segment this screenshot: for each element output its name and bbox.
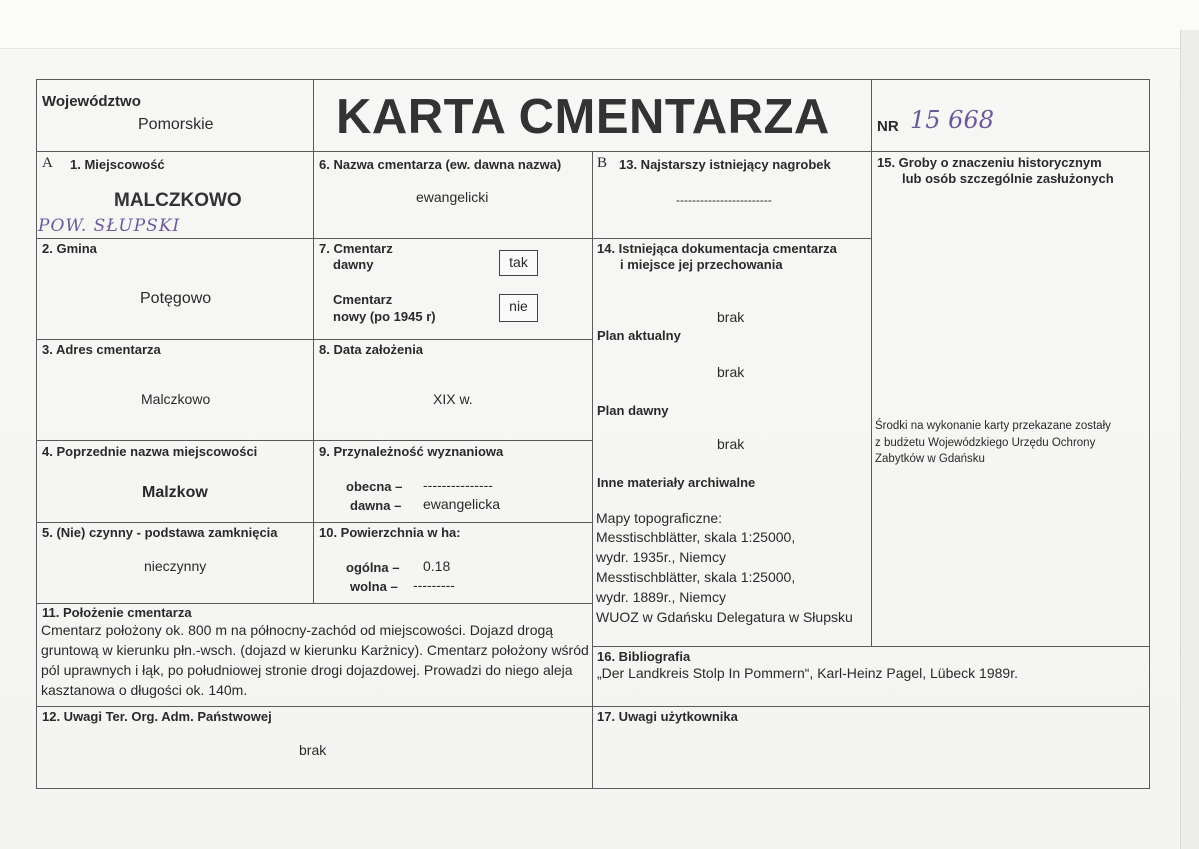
nazwa-value: ewangelicki (416, 189, 489, 205)
uwagi-value: brak (299, 742, 327, 758)
groby-label-2: lub osób szczególnie zasłużonych (902, 171, 1114, 186)
inne-line: Messtischblätter, skala 1:25000, (596, 529, 796, 545)
uwagi-uzytkownika-label: 17. Uwagi użytkownika (597, 709, 738, 724)
dawna-value: ewangelicka (423, 496, 501, 512)
card-title: KARTA CMENTARZA (336, 90, 830, 144)
wolna-label: wolna – (350, 579, 398, 594)
miejscowosc-label: 1. Miejscowość (70, 157, 165, 172)
nazwa-label: 6. Nazwa cmentarza (ew. dawna nazwa) (319, 157, 562, 172)
gmina-value: Potęgowo (140, 290, 212, 307)
dokumentacja-label-2: i miejsce jej przechowania (620, 257, 783, 272)
plan-dawny-value: brak (717, 436, 745, 452)
miejscowosc-value: MALCZKOWO (114, 190, 242, 211)
wojewodztwo-label: Województwo (42, 93, 141, 110)
inne-line: Messtischblätter, skala 1:25000, (596, 569, 796, 585)
plan-dawny-label: Plan dawny (597, 403, 669, 418)
dawna-label: dawna – (350, 498, 402, 513)
srodki-line: z budżetu Wojewódzkiego Urzędu Ochrony (875, 437, 1096, 449)
ogolna-value: 0.18 (423, 558, 451, 574)
nagrobek-value: ------------------------ (676, 193, 772, 207)
srodki-line: Środki na wykonanie karty przekazane zostały (875, 420, 1111, 432)
nowy-label-2: nowy (po 1945 r) (333, 309, 436, 324)
gmina-label: 2. Gmina (42, 241, 97, 256)
czynny-label: 5. (Nie) czynny - podstawa zamknięcia (42, 525, 278, 540)
czynny-value: nieczynny (144, 558, 207, 574)
adres-label: 3. Adres cmentarza (42, 342, 161, 357)
inne-line: wydr. 1935r., Niemcy (596, 549, 726, 565)
inne-label: Inne materiały archiwalne (597, 475, 756, 490)
bibliografia-value: „Der Landkreis Stolp In Pommern“, Karl-Heinz Pagel, Lübeck 1989r. (597, 665, 1018, 681)
plan-aktualny-value: brak (717, 364, 745, 380)
groby-cell (871, 151, 1150, 647)
polozenie-label: 11. Położenie cmentarza (42, 605, 192, 620)
paper-top-edge (0, 0, 1199, 49)
srodki-line: Zabytków w Gdańsku (875, 453, 985, 465)
nagrobek-label: 13. Najstarszy istniejący nagrobek (619, 157, 831, 172)
poprzednie-label: 4. Poprzednie nazwa miejscowości (42, 444, 258, 459)
nowy-label-1: Cmentarz (333, 292, 393, 307)
section-b-letter: B (597, 155, 608, 171)
adres-value: Malczkowo (141, 391, 211, 407)
inne-line: WUOZ w Gdańsku Delegatura w Słupsku (596, 609, 853, 625)
polozenie-value: Cmentarz położony ok. 800 m na północny-zachód od miejscowości. Dojazd drogą gruntową w kierunku płn.-wsch. (dojazd w kierunku Karżnicy). Cmentarz położony wśród pól uprawnych i łąk, po południowej stronie drogi dojazdowej. Prowadzi do niego aleja kasztanowa o długości ok. 140m. (41, 622, 589, 698)
powierzchnia-label: 10. Powierzchnia w ha: (319, 525, 461, 540)
dokumentacja-value: brak (717, 309, 745, 325)
uwagi-label: 12. Uwagi Ter. Org. Adm. Państwowej (42, 709, 272, 724)
poprzednie-value: Malzkow (142, 484, 208, 501)
dokumentacja-label-1: 14. Istniejąca dokumentacja cmentarza (597, 241, 837, 256)
nr-label: NR (877, 118, 899, 135)
nr-handwritten-value: 15 668 (910, 106, 994, 134)
nowy-value-box: nie (499, 294, 538, 322)
wolna-value: --------- (413, 577, 455, 593)
groby-label-1: 15. Groby o znaczeniu historycznym (877, 155, 1102, 170)
data-label: 8. Data założenia (319, 342, 424, 357)
dawny-value-box: tak (499, 250, 538, 276)
dawny-label: dawny (333, 257, 374, 272)
inne-line: wydr. 1889r., Niemcy (596, 589, 726, 605)
wojewodztwo-value: Pomorskie (138, 116, 214, 133)
inne-line: Mapy topograficzne: (596, 510, 723, 526)
obecna-value: --------------- (423, 477, 493, 493)
data-value: XIX w. (433, 391, 473, 407)
paper-right-edge (1180, 30, 1199, 849)
przynaleznosc-label: 9. Przynależność wyznaniowa (319, 444, 504, 459)
ogolna-label: ogólna – (346, 560, 400, 575)
miejscowosc-handwritten-note: POW. SŁUPSKI (38, 216, 181, 236)
bibliografia-label: 16. Bibliografia (597, 649, 691, 664)
section-a-letter: A (42, 155, 53, 171)
cmentarz-label: 7. Cmentarz (319, 241, 393, 256)
plan-aktualny-label: Plan aktualny (597, 328, 681, 343)
obecna-label: obecna – (346, 479, 403, 494)
